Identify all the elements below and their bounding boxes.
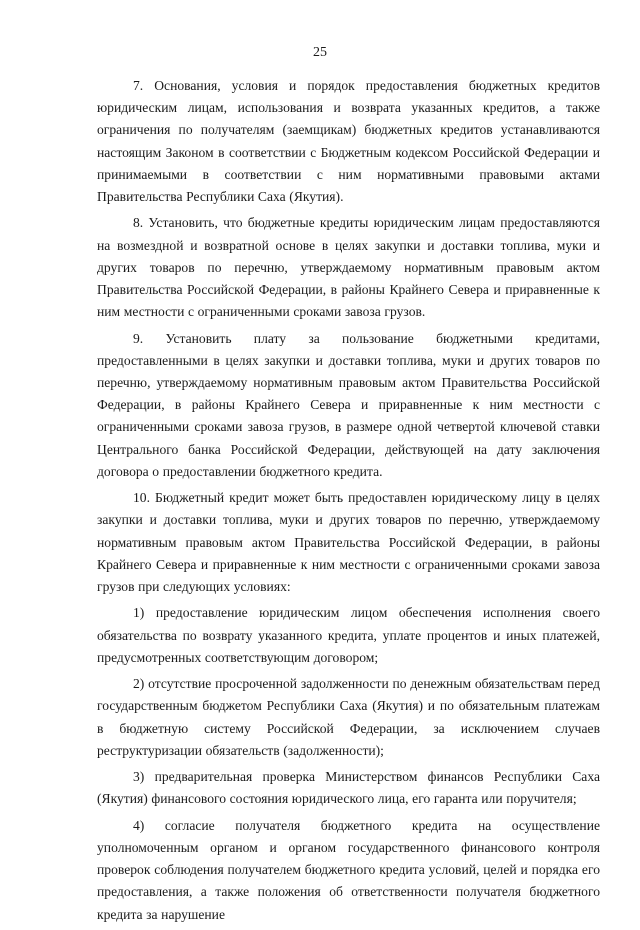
condition-1: 1) предоставление юридическим лицом обеспечения исполнения своего обязательства по возврату указанного кредита, уплате процентов и иных платежей, предусмотренных соответствующим договором;: [97, 605, 600, 665]
paragraph-item-7: 7. Основания, условия и порядок предоставления бюджетных кредитов юридическим лицам, использования и возврата указанных кредитов, а также ограничения по получателям (заемщикам) бюджетных кредитов устанавливаются настоящим Законом в соответствии с Бюджетным кодексом Российской Федерации и принимаемыми в соответствии с ним нормативными правовыми актами Правительства Республики Саха (Якутия).: [97, 78, 600, 205]
paragraph-item-9: 9. Установить плату за пользование бюджетными кредитами, предоставленными в целях закупки и доставки топлива, муки и других товаров по перечню, утверждаемому нормативным правовым актом Правительства Российской Федерации, в районы Крайнего Севера и приравненные к ним местности с ограниченными сроками завоза грузов, в размере одной четвертой ключевой ставки Центрального банка Российской Федерации, действующей на дату заключения договора о предоставлении бюджетного кредита.: [97, 330, 600, 479]
condition-4: 4) согласие получателя бюджетного кредита на осуществление уполномоченным органом и органом государственного финансового контроля проверок соблюдения получателем бюджетного кредита условий, целей и порядка его предоставления, а также положения об ответственности получателя бюджетного кредита за нарушение: [97, 817, 600, 922]
paragraph-item-10: 10. Бюджетный кредит может быть предоставлен юридическому лицу в целях закупки и доставки топлива, муки и других товаров по перечню, утверждаемому нормативным правовым актом Правительства Российской Федерации, в районы Крайнего Севера и приравненные к ним местности с ограниченными сроками завоза грузов при следующих условиях:: [97, 490, 600, 595]
paragraph-item-8: 8. Установить, что бюджетные кредиты юридическим лицам предоставляются на возмездной и возвратной основе в целях закупки и доставки топлива, муки и других товаров по перечню, утверждаемому нормативным правовым актом Правительства Российской Федерации, в районы Крайнего Севера и приравненные к ним местности с ограниченными сроками завоза грузов.: [97, 215, 600, 320]
document-body: [97, 75, 600, 930]
condition-3: 3) предварительная проверка Министерством финансов Республики Саха (Якутия) финансового состояния юридического лица, его гаранта или поручителя;: [97, 769, 600, 807]
condition-2: 2) отсутствие просроченной задолженности по денежным обязательствам перед государственным бюджетом Республики Саха (Якутия) и по обязательным платежам в бюджетную систему Российской Федерации, за исключением случаев реструктуризации обязательств (задолженности);: [97, 676, 600, 758]
page-number: 25: [313, 45, 327, 60]
